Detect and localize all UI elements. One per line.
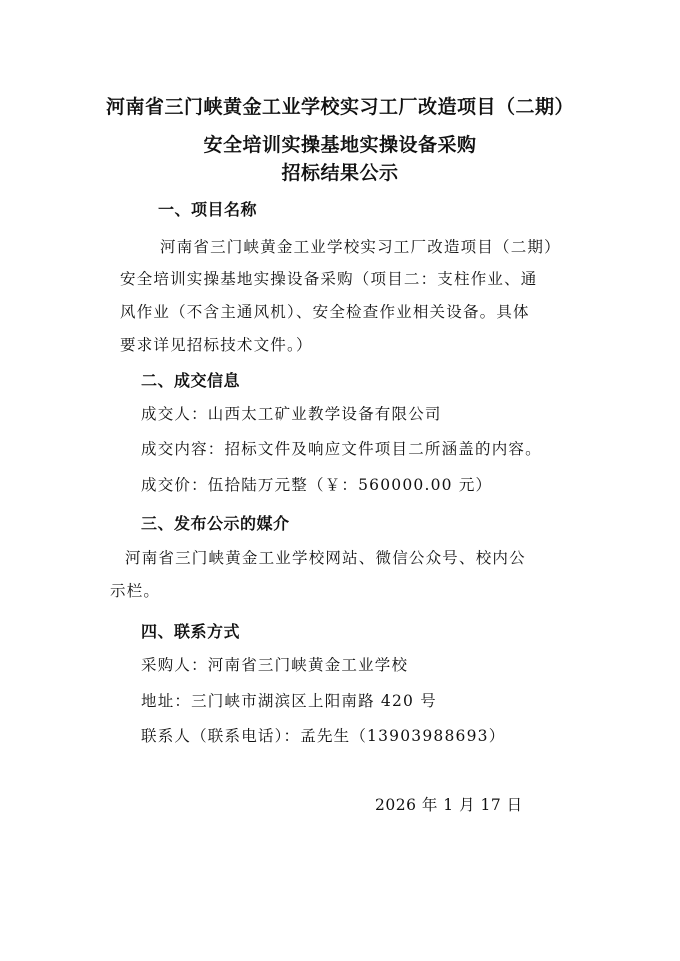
section-2-heading: 二、成交信息 [141, 371, 241, 390]
section-4-heading: 四、联系方式 [141, 622, 241, 641]
section-1-line-1: 河南省三门峡黄金工业学校实习工厂改造项目（二期） [160, 238, 561, 256]
section-1-line-2: 安全培训实操基地实操设备采购（项目二：支柱作业、通 [120, 270, 538, 288]
content-line: 成交内容：招标文件及响应文件项目二所涵盖的内容。 [141, 440, 542, 458]
section-1-line-4: 要求详见招标技术文件。） [120, 336, 313, 354]
purchaser-line: 采购人：河南省三门峡黄金工业学校 [141, 656, 409, 674]
title-line-1: 河南省三门峡黄金工业学校实习工厂改造项目（二期） [105, 96, 574, 118]
contact-line: 联系人（联系电话）：孟先生（13903988693） [141, 727, 506, 745]
section-1-line-3: 风作业（不含主通风机）、安全检查作业相关设备。具体 [120, 303, 530, 321]
price-line: 成交价：伍拾陆万元整（￥：560000.00 元） [141, 476, 493, 494]
section-3-heading: 三、发布公示的媒介 [141, 514, 290, 533]
section-1-heading: 一、项目名称 [158, 200, 258, 219]
address-line: 地址：三门峡市湖滨区上阳南路 420 号 [141, 692, 437, 710]
title-line-2: 安全培训实操基地实操设备采购 [203, 134, 477, 156]
title-line-3: 招标结果公示 [281, 162, 399, 184]
section-3-line-1: 河南省三门峡黄金工业学校网站、微信公众号、校内公 [125, 549, 526, 567]
announcement-date: 2026 年 1 月 17 日 [375, 796, 523, 814]
section-3-line-2: 示栏。 [110, 582, 161, 600]
winner-line: 成交人：山西太工矿业教学设备有限公司 [141, 405, 442, 423]
